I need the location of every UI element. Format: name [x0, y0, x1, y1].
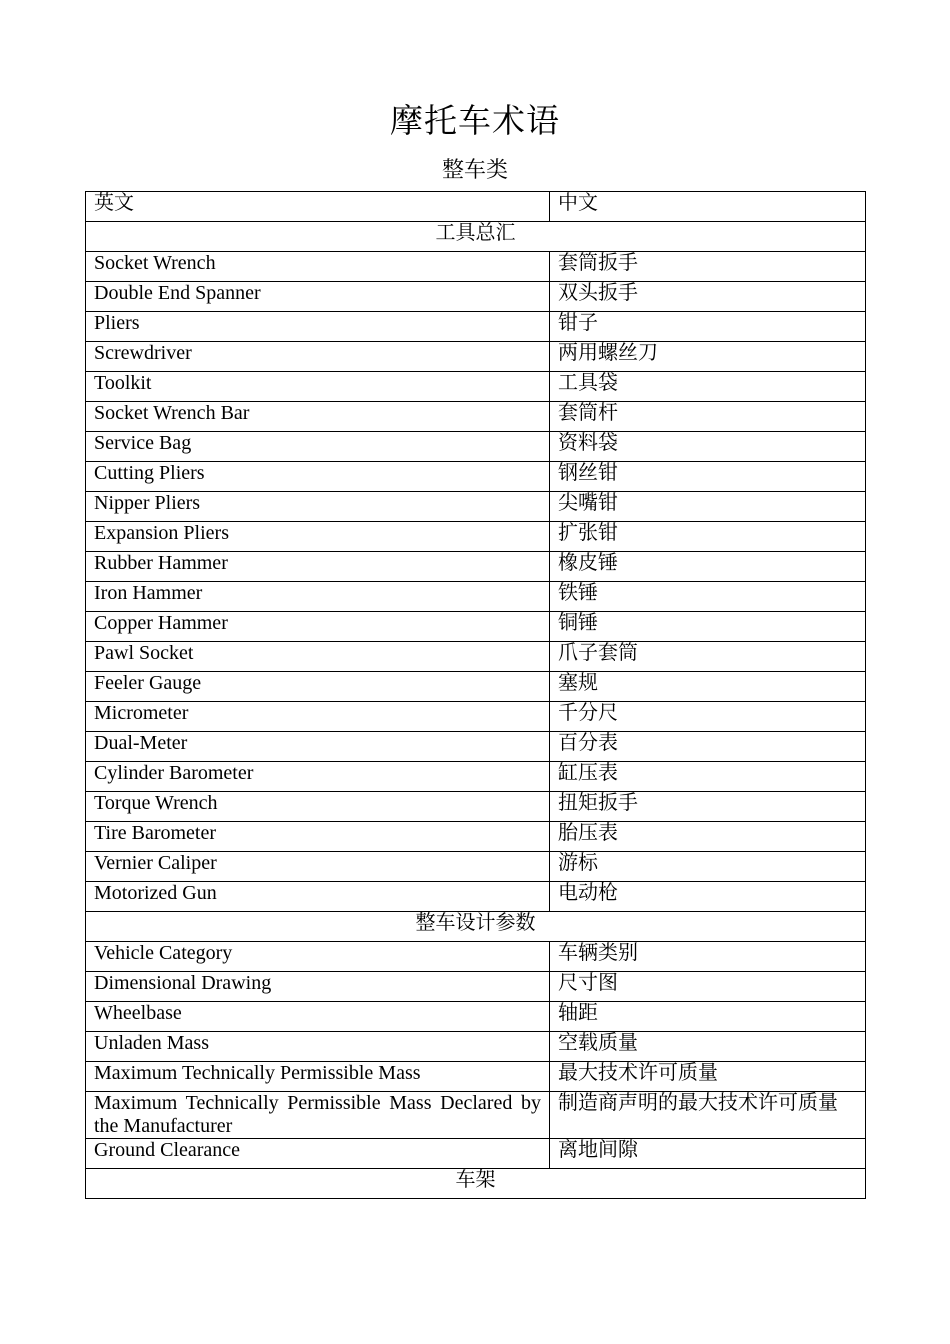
term-english: Cutting Pliers: [86, 462, 550, 492]
table-row: [86, 282, 866, 312]
term-english: Wheelbase: [86, 1002, 550, 1032]
page-title: 摩托车术语: [390, 104, 560, 140]
term-english: Screwdriver: [86, 342, 550, 372]
term-english: Ground Clearance: [86, 1139, 550, 1169]
term-chinese: 套筒扳手: [550, 252, 866, 282]
section-row: [86, 222, 866, 252]
table-row: [86, 552, 866, 582]
table-row: [86, 252, 866, 282]
term-english: Double End Spanner: [86, 282, 550, 312]
term-chinese: 橡皮锤: [550, 552, 866, 582]
term-english: Iron Hammer: [86, 582, 550, 612]
table-row: [86, 852, 866, 882]
table-row: [86, 372, 866, 402]
term-english: Feeler Gauge: [86, 672, 550, 702]
header-chinese: 中文: [550, 192, 866, 222]
table-row: [86, 702, 866, 732]
term-english: Maximum Technically Permissible Mass: [86, 1062, 550, 1092]
term-english: Expansion Pliers: [86, 522, 550, 552]
term-chinese: 尖嘴钳: [550, 492, 866, 522]
terms-table-body: [86, 192, 866, 1199]
term-chinese: 套筒杆: [550, 402, 866, 432]
term-english: Service Bag: [86, 432, 550, 462]
term-chinese: 钳子: [550, 312, 866, 342]
section-heading: 工具总汇: [86, 222, 866, 252]
term-chinese: 扩张钳: [550, 522, 866, 552]
page-subtitle: 整车类: [441, 157, 508, 182]
table-row: [86, 642, 866, 672]
term-english: Pawl Socket: [86, 642, 550, 672]
table-row: [86, 942, 866, 972]
term-chinese: 百分表: [550, 732, 866, 762]
term-chinese: 车辆类别: [550, 942, 866, 972]
table-row: [86, 312, 866, 342]
table-row: [86, 732, 866, 762]
table-row: [86, 582, 866, 612]
term-english: Micrometer: [86, 702, 550, 732]
term-chinese: 铁锤: [550, 582, 866, 612]
table-row: [86, 1032, 866, 1062]
term-chinese: 扭矩扳手: [550, 792, 866, 822]
table-row: [86, 462, 866, 492]
table-row: [86, 1139, 866, 1169]
table-row: [86, 522, 866, 552]
term-chinese: 钢丝钳: [550, 462, 866, 492]
table-row: [86, 762, 866, 792]
term-chinese: 双头扳手: [550, 282, 866, 312]
section-row: [86, 1169, 866, 1199]
table-row: [86, 492, 866, 522]
table-row: [86, 972, 866, 1002]
table-row: [86, 792, 866, 822]
table-row: [86, 402, 866, 432]
table-row: [86, 612, 866, 642]
term-english: Dual-Meter: [86, 732, 550, 762]
term-english: Vernier Caliper: [86, 852, 550, 882]
term-chinese: 离地间隙: [550, 1139, 866, 1169]
term-chinese: 空载质量: [550, 1032, 866, 1062]
table-row: [86, 822, 866, 852]
term-chinese: 尺寸图: [550, 972, 866, 1002]
term-english: Rubber Hammer: [86, 552, 550, 582]
table-row: [86, 342, 866, 372]
term-chinese: 资料袋: [550, 432, 866, 462]
term-english: Motorized Gun: [86, 882, 550, 912]
term-chinese: 最大技术许可质量: [550, 1062, 866, 1092]
term-chinese: 工具袋: [550, 372, 866, 402]
terms-table: [85, 191, 866, 1199]
table-row: [86, 1002, 866, 1032]
term-chinese: 千分尺: [550, 702, 866, 732]
table-row: [86, 1062, 866, 1092]
term-chinese: 制造商声明的最大技术许可质量: [550, 1092, 866, 1139]
term-chinese: 铜锤: [550, 612, 866, 642]
table-row: [86, 432, 866, 462]
term-english: Torque Wrench: [86, 792, 550, 822]
term-english: Toolkit: [86, 372, 550, 402]
term-english: Tire Barometer: [86, 822, 550, 852]
term-english: Dimensional Drawing: [86, 972, 550, 1002]
term-english: Pliers: [86, 312, 550, 342]
table-row: [86, 882, 866, 912]
term-english: Socket Wrench Bar: [86, 402, 550, 432]
term-chinese: 胎压表: [550, 822, 866, 852]
term-chinese: 电动枪: [550, 882, 866, 912]
term-english: Maximum Technically Permissible Mass Declared by the Manufacturer: [86, 1092, 550, 1139]
term-chinese: 塞规: [550, 672, 866, 702]
term-english: Cylinder Barometer: [86, 762, 550, 792]
term-english: Copper Hammer: [86, 612, 550, 642]
section-row: [86, 912, 866, 942]
term-chinese: 爪子套筒: [550, 642, 866, 672]
term-chinese: 缸压表: [550, 762, 866, 792]
term-chinese: 游标: [550, 852, 866, 882]
term-english: Socket Wrench: [86, 252, 550, 282]
term-english: Vehicle Category: [86, 942, 550, 972]
section-heading: 车架: [86, 1169, 866, 1199]
term-chinese: 轴距: [550, 1002, 866, 1032]
section-heading: 整车设计参数: [86, 912, 866, 942]
header-english: 英文: [86, 192, 550, 222]
table-row: [86, 672, 866, 702]
term-english: Nipper Pliers: [86, 492, 550, 522]
term-chinese: 两用螺丝刀: [550, 342, 866, 372]
table-row: [86, 1092, 866, 1139]
table-header-row: [86, 192, 866, 222]
term-english: Unladen Mass: [86, 1032, 550, 1062]
